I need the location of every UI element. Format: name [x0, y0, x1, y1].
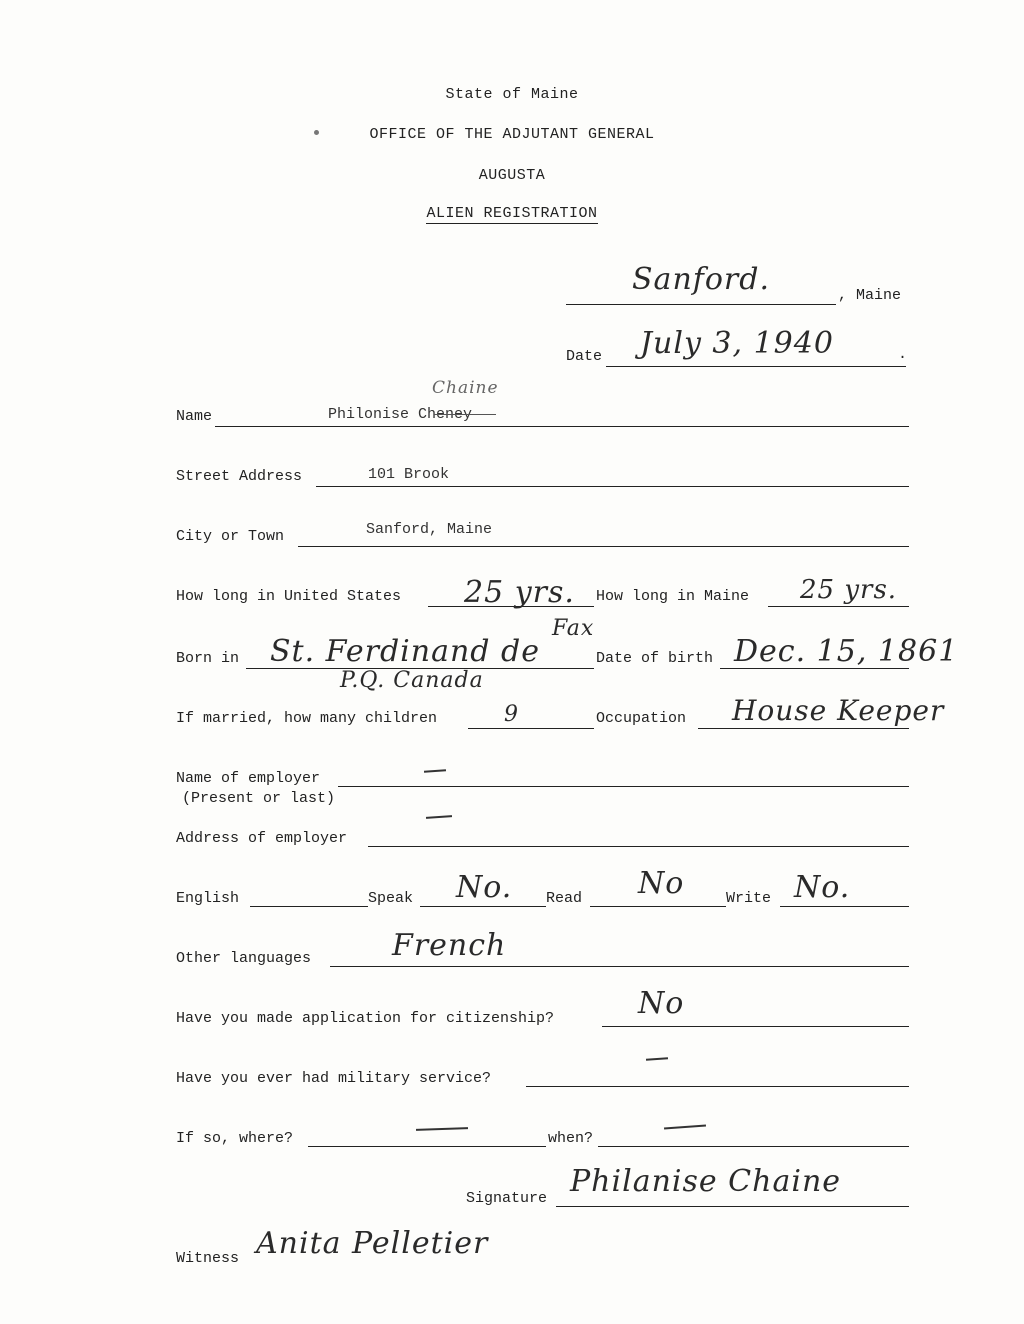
name-label: Name: [176, 408, 213, 425]
born-in-extra: Fax: [552, 616, 595, 641]
form-title: ALIEN REGISTRATION: [426, 205, 598, 222]
date-value: July 3, 1940: [640, 326, 834, 361]
city-line: [298, 546, 909, 547]
speak-value: No.: [456, 870, 513, 905]
place-line: [566, 304, 836, 305]
english-line: [250, 906, 368, 907]
name-strikeout: [434, 414, 496, 415]
read-value: No: [638, 866, 685, 901]
occupation-line: [698, 728, 909, 729]
speak-line: [420, 906, 546, 907]
children-line: [468, 728, 594, 729]
maine-duration-line: [768, 606, 909, 607]
stray-mark: [314, 130, 319, 135]
where-label: If so, where?: [176, 1130, 294, 1147]
us-duration-value: 25 yrs.: [464, 575, 575, 610]
read-line: [590, 906, 726, 907]
other-languages-line: [330, 966, 909, 967]
write-label: Write: [726, 890, 772, 907]
other-languages-value: French: [392, 928, 507, 963]
maine-duration-value: 25 yrs.: [800, 575, 898, 605]
employer-address-dash: [426, 815, 452, 819]
street-line: [316, 486, 909, 487]
signature-label: Signature: [466, 1190, 548, 1207]
employer-name-dash: [424, 769, 446, 773]
speak-label: Speak: [368, 890, 414, 907]
employer-name-line: [338, 786, 909, 787]
when-label: when?: [548, 1130, 594, 1147]
date-period: .: [898, 346, 908, 363]
name-correction: Chaine: [432, 378, 499, 398]
us-duration-label: How long in United States: [176, 588, 402, 605]
children-value: 9: [504, 702, 519, 727]
citizenship-label: Have you made application for citizenship?: [176, 1010, 555, 1027]
city-value: Sanford, Maine: [366, 521, 493, 538]
where-dash: [416, 1127, 468, 1131]
city-label: City or Town: [176, 528, 285, 545]
when-dash: [664, 1125, 706, 1130]
street-value: 101 Brook: [368, 466, 450, 483]
name-line: [215, 426, 909, 427]
born-in-value: St. Ferdinand de: [270, 634, 540, 669]
witness-label: Witness: [176, 1250, 240, 1267]
born-in-label: Born in: [176, 650, 240, 667]
street-label: Street Address: [176, 468, 303, 485]
employer-name-sublabel: (Present or last): [182, 790, 336, 807]
english-label: English: [176, 890, 240, 907]
dob-value: Dec. 15, 1861: [734, 634, 959, 669]
occupation-value: House Keeper: [732, 694, 945, 727]
dob-label: Date of birth: [596, 650, 714, 667]
place-town-value: Sanford.: [632, 262, 771, 297]
date-label: Date: [566, 348, 603, 365]
signature-line: [556, 1206, 909, 1207]
header-city: AUGUSTA: [478, 167, 546, 184]
signature-value: Philanise Chaine: [570, 1164, 842, 1199]
military-line: [526, 1086, 909, 1087]
write-value: No.: [794, 870, 851, 905]
military-label: Have you ever had military service?: [176, 1070, 492, 1087]
witness-value: Anita Pelletier: [256, 1226, 489, 1261]
born-in-line2: P.Q. Canada: [340, 668, 484, 693]
where-line: [308, 1146, 546, 1147]
header-state: State of Maine: [445, 86, 579, 103]
when-line: [598, 1146, 909, 1147]
maine-duration-label: How long in Maine: [596, 588, 750, 605]
header-office: OFFICE OF THE ADJUTANT GENERAL: [369, 126, 655, 143]
other-languages-label: Other languages: [176, 950, 312, 967]
employer-address-line: [368, 846, 909, 847]
citizenship-value: No: [638, 986, 685, 1021]
employer-address-label: Address of employer: [176, 830, 348, 847]
employer-name-label: Name of employer: [176, 770, 321, 787]
place-state-label: , Maine: [838, 287, 902, 304]
write-line: [780, 906, 909, 907]
date-line: [606, 366, 906, 367]
children-label: If married, how many children: [176, 710, 438, 727]
occupation-label: Occupation: [596, 710, 687, 727]
military-dash: [646, 1057, 668, 1061]
name-typed-value: Philonise Cheney: [328, 406, 473, 423]
citizenship-line: [602, 1026, 909, 1027]
read-label: Read: [546, 890, 583, 907]
